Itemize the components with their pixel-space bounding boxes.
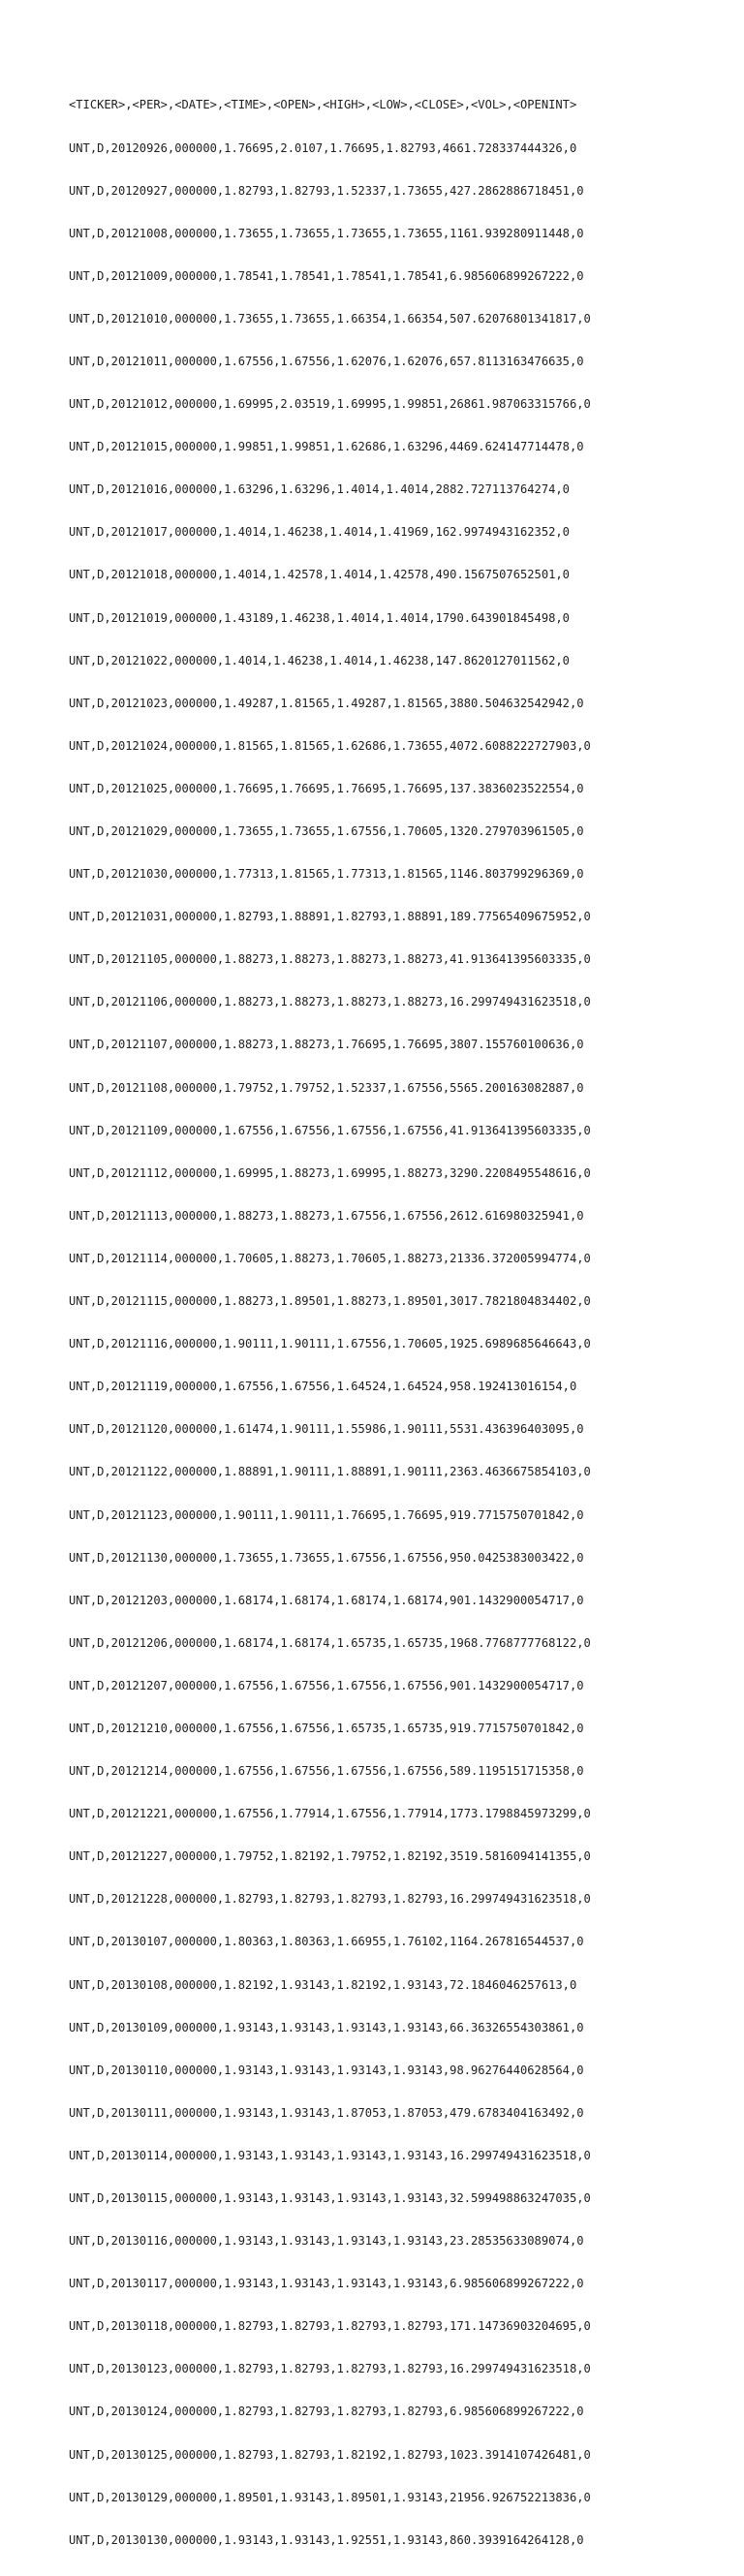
- csv-row: UNT,D,20121016,000000,1.63296,1.63296,1.4014,1.4014,2882.727113764274,0: [69, 482, 570, 497]
- csv-row: UNT,D,20121210,000000,1.67556,1.67556,1.65735,1.65735,919.7715750701842,0: [69, 1721, 584, 1735]
- csv-row: UNT,D,20121010,000000,1.73655,1.73655,1.66354,1.66354,507.62076801341817,0: [69, 311, 591, 326]
- csv-row: UNT,D,20130110,000000,1.93143,1.93143,1.93143,1.93143,98.96276440628564,0: [69, 2063, 584, 2077]
- csv-row: UNT,D,20130115,000000,1.93143,1.93143,1.93143,1.93143,32.599498863247035,0: [69, 2191, 591, 2205]
- csv-row: UNT,D,20121022,000000,1.4014,1.46238,1.4014,1.46238,147.8620127011562,0: [69, 653, 570, 667]
- csv-row: UNT,D,20130114,000000,1.93143,1.93143,1.93143,1.93143,16.299749431623518,0: [69, 2148, 591, 2162]
- csv-row: UNT,D,20130125,000000,1.82793,1.82793,1.82192,1.82793,1023.3914107426481,0: [69, 2447, 591, 2462]
- csv-row: UNT,D,20121120,000000,1.61474,1.90111,1.55986,1.90111,5531.436396403095,0: [69, 1422, 584, 1437]
- csv-row: UNT,D,20121023,000000,1.49287,1.81565,1.49287,1.81565,3880.504632542942,0: [69, 696, 584, 710]
- csv-row: UNT,D,20121015,000000,1.99851,1.99851,1.62686,1.63296,4469.624147714478,0: [69, 440, 584, 454]
- csv-row: UNT,D,20130123,000000,1.82793,1.82793,1.82793,1.82793,16.299749431623518,0: [69, 2362, 591, 2376]
- csv-row: UNT,D,20121106,000000,1.88273,1.88273,1.88273,1.88273,16.299749431623518,0: [69, 995, 591, 1009]
- csv-row: UNT,D,20121029,000000,1.73655,1.73655,1.67556,1.70605,1320.279703961505,0: [69, 824, 584, 838]
- csv-row: UNT,D,20121107,000000,1.88273,1.88273,1.76695,1.76695,3807.155760100636,0: [69, 1038, 584, 1052]
- csv-row: UNT,D,20130107,000000,1.80363,1.80363,1.66955,1.76102,1164.267816544537,0: [69, 1935, 584, 1949]
- csv-data-listing: [69, 70, 591, 2576]
- csv-row: UNT,D,20121030,000000,1.77313,1.81565,1.77313,1.81565,1146.803799296369,0: [69, 867, 584, 882]
- csv-row: UNT,D,20130130,000000,1.93143,1.93143,1.92551,1.93143,860.3939164264128,0: [69, 2532, 584, 2547]
- csv-row: UNT,D,20121115,000000,1.88273,1.89501,1.88273,1.89501,3017.7821804834402,0: [69, 1294, 591, 1309]
- csv-row: UNT,D,20130116,000000,1.93143,1.93143,1.93143,1.93143,23.28535633089074,0: [69, 2234, 584, 2249]
- csv-row: UNT,D,20121018,000000,1.4014,1.42578,1.4014,1.42578,490.1567507652501,0: [69, 568, 570, 582]
- csv-row: UNT,D,20121105,000000,1.88273,1.88273,1.88273,1.88273,41.913641395603335,0: [69, 952, 591, 967]
- csv-row: UNT,D,20130124,000000,1.82793,1.82793,1.82793,1.82793,6.985606899267222,0: [69, 2405, 584, 2419]
- csv-row: UNT,D,20121025,000000,1.76695,1.76695,1.76695,1.76695,137.3836023522554,0: [69, 781, 584, 795]
- csv-row: UNT,D,20121130,000000,1.73655,1.73655,1.67556,1.67556,950.0425383003422,0: [69, 1550, 584, 1565]
- csv-row: UNT,D,20121113,000000,1.88273,1.88273,1.67556,1.67556,2612.616980325941,0: [69, 1208, 584, 1223]
- csv-row: UNT,D,20121114,000000,1.70605,1.88273,1.70605,1.88273,21336.372005994774,0: [69, 1251, 591, 1265]
- csv-row: UNT,D,20121109,000000,1.67556,1.67556,1.67556,1.67556,41.913641395603335,0: [69, 1123, 591, 1137]
- csv-row: UNT,D,20121227,000000,1.79752,1.82192,1.79752,1.82192,3519.5816094141355,0: [69, 1849, 591, 1864]
- csv-row: UNT,D,20121011,000000,1.67556,1.67556,1.62076,1.62076,657.8113163476635,0: [69, 354, 584, 368]
- csv-row: UNT,D,20130109,000000,1.93143,1.93143,1.93143,1.93143,66.36326554303861,0: [69, 2020, 584, 2034]
- csv-header-row: <TICKER>,<PER>,<DATE>,<TIME>,<OPEN>,<HIGH>,<LOW>,<CLOSE>,<VOL>,<OPENINT>: [69, 98, 577, 112]
- csv-row: UNT,D,20121119,000000,1.67556,1.67556,1.64524,1.64524,958.192413016154,0: [69, 1380, 577, 1394]
- csv-row: UNT,D,20120927,000000,1.82793,1.82793,1.52337,1.73655,427.2862886718451,0: [69, 183, 584, 198]
- csv-row: UNT,D,20121019,000000,1.43189,1.46238,1.4014,1.4014,1790.643901845498,0: [69, 610, 570, 625]
- csv-row: UNT,D,20121122,000000,1.88891,1.90111,1.88891,1.90111,2363.4636675854103,0: [69, 1465, 591, 1479]
- csv-row: UNT,D,20130118,000000,1.82793,1.82793,1.82793,1.82793,171.14736903204695,0: [69, 2319, 591, 2334]
- csv-row: UNT,D,20121024,000000,1.81565,1.81565,1.62686,1.73655,4072.6088222727903,0: [69, 738, 591, 753]
- csv-row: UNT,D,20121207,000000,1.67556,1.67556,1.67556,1.67556,901.1432900054717,0: [69, 1678, 584, 1692]
- csv-row: UNT,D,20121123,000000,1.90111,1.90111,1.76695,1.76695,919.7715750701842,0: [69, 1507, 584, 1522]
- csv-row: UNT,D,20121116,000000,1.90111,1.90111,1.67556,1.70605,1925.6989685646643,0: [69, 1337, 591, 1351]
- csv-row: UNT,D,20121108,000000,1.79752,1.79752,1.52337,1.67556,5565.200163082887,0: [69, 1080, 584, 1095]
- csv-row: UNT,D,20121008,000000,1.73655,1.73655,1.73655,1.73655,1161.939280911448,0: [69, 226, 584, 240]
- csv-row: UNT,D,20121228,000000,1.82793,1.82793,1.82793,1.82793,16.299749431623518,0: [69, 1892, 591, 1907]
- csv-row: UNT,D,20130117,000000,1.93143,1.93143,1.93143,1.93143,6.985606899267222,0: [69, 2277, 584, 2291]
- csv-row: UNT,D,20130108,000000,1.82192,1.93143,1.82192,1.93143,72.1846046257613,0: [69, 1977, 577, 1992]
- csv-row: UNT,D,20130111,000000,1.93143,1.93143,1.87053,1.87053,479.6783404163492,0: [69, 2105, 584, 2120]
- csv-row: UNT,D,20121112,000000,1.69995,1.88273,1.69995,1.88273,3290.2208495548616,0: [69, 1165, 591, 1180]
- csv-row: UNT,D,20121017,000000,1.4014,1.46238,1.4014,1.41969,162.9974943162352,0: [69, 525, 570, 540]
- csv-row: UNT,D,20121012,000000,1.69995,2.03519,1.69995,1.99851,26861.987063315766,0: [69, 397, 591, 412]
- csv-row: UNT,D,20121009,000000,1.78541,1.78541,1.78541,1.78541,6.985606899267222,0: [69, 268, 584, 283]
- csv-row: UNT,D,20121214,000000,1.67556,1.67556,1.67556,1.67556,589.1195151715358,0: [69, 1764, 584, 1779]
- csv-row: UNT,D,20120926,000000,1.76695,2.0107,1.76695,1.82793,4661.728337444326,0: [69, 140, 577, 155]
- csv-row: UNT,D,20130129,000000,1.89501,1.93143,1.89501,1.93143,21956.926752213836,0: [69, 2490, 591, 2504]
- csv-row: UNT,D,20121221,000000,1.67556,1.77914,1.67556,1.77914,1773.1798845973299,0: [69, 1807, 591, 1821]
- csv-row: UNT,D,20121031,000000,1.82793,1.88891,1.82793,1.88891,189.77565409675952,0: [69, 910, 591, 924]
- csv-row: UNT,D,20121206,000000,1.68174,1.68174,1.65735,1.65735,1968.7768777768122,0: [69, 1635, 591, 1650]
- csv-row: UNT,D,20121203,000000,1.68174,1.68174,1.68174,1.68174,901.1432900054717,0: [69, 1593, 584, 1607]
